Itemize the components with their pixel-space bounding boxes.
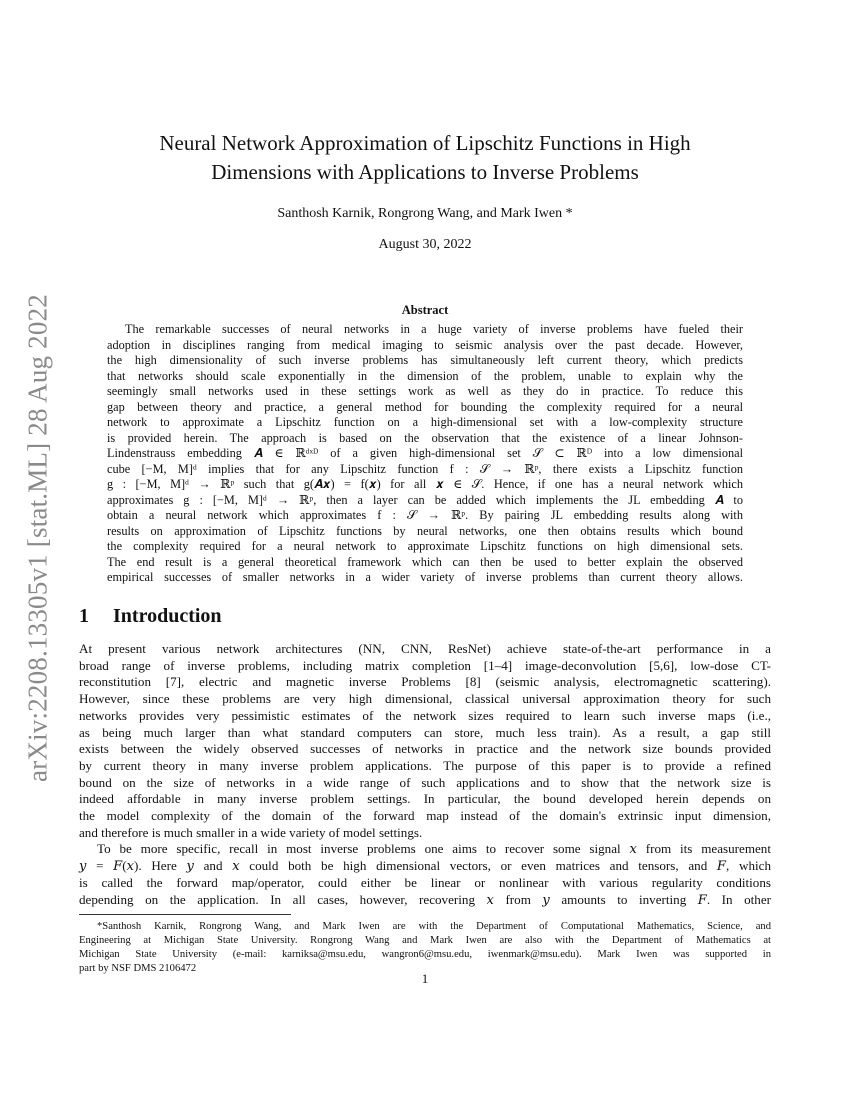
text-line: indeed affordable in many inverse problem settings. In particular, the bound developed herein depends on: [79, 791, 771, 807]
text-line: Engineering at Michigan State University. Rongrong Wang and Mark Iwen are also with the Department of Mathematics at: [79, 935, 771, 946]
text-line: that networks should scale exponentially in the dimension of the problem, unable to explain why the: [107, 368, 743, 383]
text-line: adoption in disciplines ranging from medical imaging to seismic analysis over the past decade. However,: [107, 337, 743, 352]
text-line: is called the forward map/operator, could either be linear or nonlinear with various regularity conditions: [79, 874, 771, 890]
text-line: cube [−M, M]ᵈ implies that for any Lipschitz function f : 𝒮 → ℝᵖ, there exists a Lipschitz function: [107, 461, 743, 476]
text-line: the complexity required for a neural network to approximate Lipschitz functions on high dimensional sets.: [107, 539, 743, 553]
authors: Santhosh Karnik, Rongrong Wang, and Mark Iwen *: [277, 206, 573, 221]
text-line: At present various network architectures (NN, CNN, ResNet) achieve state-of-the-art performance in a: [79, 641, 771, 656]
text-line: 𝑦 = 𝐹(𝑥). Here 𝑦 and 𝑥 could both be high dimensional vectors, or even matrices and tensors, and 𝐹, which: [79, 858, 771, 874]
text-line: exists between the widely observed successes of networks in practice and the network size bounds provided: [79, 741, 771, 757]
text-line: broad range of inverse problems, including matrix completion [1–4] image-deconvolution [5,6], low-dose CT-: [79, 657, 771, 673]
abstract-heading: Abstract: [401, 303, 449, 317]
title-line: Dimensions with Applications to Inverse Problems: [211, 160, 639, 184]
text-line: seemingly small networks used in these settings work as well as they do in practice. To reduce this: [107, 384, 743, 398]
text-line: The remarkable successes of neural networks in a huge variety of inverse problems have fueled their: [125, 322, 743, 336]
text-line: reconstitution [7], electric and magnetic inverse Problems [8] (seismic analysis, electromagnetic scattering).: [79, 674, 771, 690]
text-line: as being much larger than what standard computers can store, much less train). As a result, a gap still: [79, 724, 771, 740]
text-line: obtain a neural network which approximates f : 𝒮 → ℝᵖ. By pairing JL embedding results along with: [107, 508, 743, 522]
text-line: results on approximation of Lipschitz functions by neural networks, one then obtains results which bound: [107, 523, 743, 538]
section-heading: [79, 605, 222, 628]
section-number: 1: [79, 605, 89, 627]
text-line: by current theory in many inverse problem applications. The purpose of this paper is to provide a refined: [79, 757, 771, 773]
paper-title: [0, 129, 850, 187]
text-line: empirical successes of smaller networks in a wider variety of inverse problems than current theory allows.: [107, 570, 743, 584]
text-line: g : [−M, M]ᵈ → ℝᵖ such that g(𝑨𝒙) = f(𝒙) for all 𝒙 ∈ 𝒮. Hence, if one has a neural network which: [107, 477, 743, 491]
text-line: the high dimensionality of such inverse problems has simultaneously left current theory, which predicts: [107, 353, 743, 367]
footnote-rule: [79, 914, 291, 915]
text-line: To be more specific, recall in most inverse problems one aims to recover some signal 𝑥 from its measurement: [97, 841, 771, 857]
text-line: networks provides very pessimistic estimates of the network sizes required to learn such inverse maps (i.e.,: [79, 707, 771, 723]
text-line: gap between theory and practice, a general method for bounding the complexity required for a neural: [107, 399, 743, 414]
text-line: Lindenstrauss embedding 𝑨 ∈ ℝᵈˣᴰ of a given high-dimensional set 𝒮 ⊂ ℝᴰ into a low dimensional: [107, 446, 743, 460]
text-line: is provided herein. The approach is based on the observation that the existence of a linear Johnson-: [107, 430, 743, 445]
text-line: bound on the size of networks in a wide range of such applications and to show that the network size is: [79, 774, 771, 790]
text-line: approximates g : [−M, M]ᵈ → ℝᵖ, then a layer can be added which implements the JL embedding 𝑨 to: [107, 492, 743, 507]
text-line: and therefore is much smaller in a wide variety of model settings.: [79, 824, 423, 840]
text-line: The end result is a general theoretical framework which can then be used to better explain the observed: [107, 554, 743, 569]
page-number: 1: [421, 971, 429, 986]
title-line: Neural Network Approximation of Lipschitz Functions in High: [159, 131, 691, 155]
text-line: Michigan State University (e-mail: karniksa@msu.edu, wangron6@msu.edu, iwenmark@msu.edu). Mark Iwen was supported in: [79, 949, 771, 960]
date: August 30, 2022: [378, 237, 472, 252]
text-line: depending on the application. In all cases, however, recovering 𝑥 from 𝑦 amounts to inverting 𝐹. In other: [79, 891, 771, 907]
text-line: part by NSF DMS 2106472: [79, 963, 197, 974]
text-line: *Santhosh Karnik, Rongrong Wang, and Mark Iwen are with the Department of Computational Mathematics, Science, and: [97, 921, 771, 932]
text-line: However, since these problems are very high dimensional, classical universal approximation theory for such: [79, 691, 771, 707]
text-line: network to approximate a Lipschitz function on a high-dimensional set with a low-complexity structure: [107, 415, 743, 429]
text-line: the model complexity of the domain of the forward map instead of the domain's extrinsic input dimension,: [79, 808, 771, 823]
arxiv-stamp: arXiv:2208.13305v1 [stat.ML] 28 Aug 2022: [22, 294, 53, 782]
section-title: Introduction: [113, 605, 222, 627]
